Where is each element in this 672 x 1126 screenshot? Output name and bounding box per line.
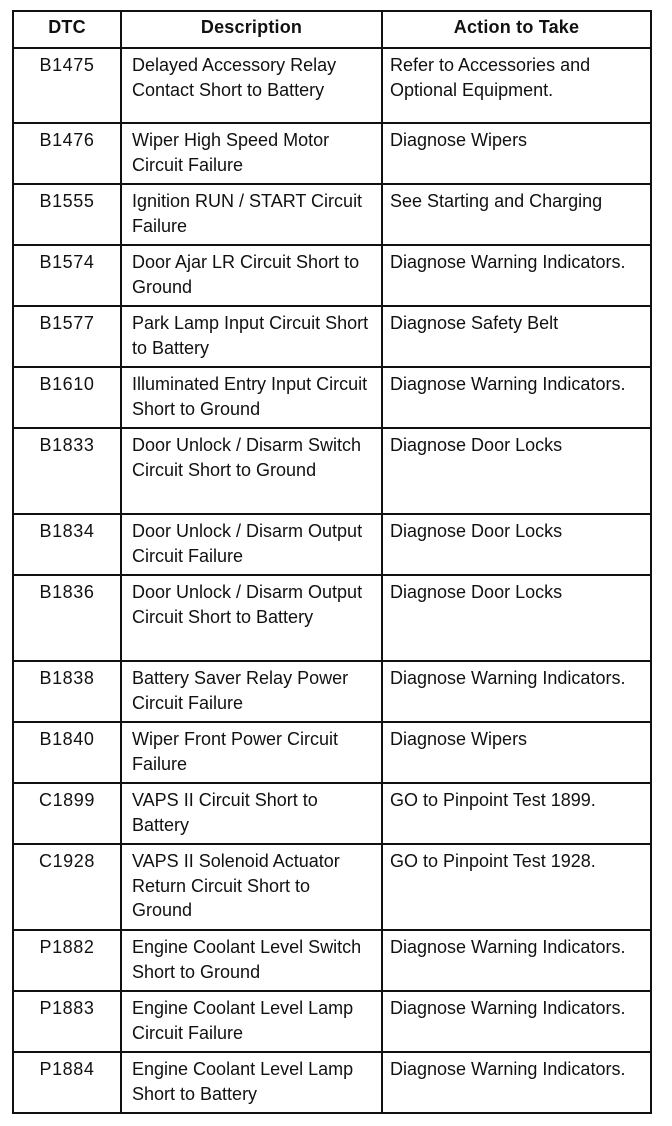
dtc-cell: P1883 — [13, 991, 121, 1052]
table-row — [13, 48, 651, 123]
header-description: Description — [121, 11, 382, 48]
description-cell: Park Lamp Input Circuit Short to Battery — [121, 306, 382, 367]
description-cell: VAPS II Solenoid Actuator Return Circuit Short to Ground — [121, 844, 382, 930]
dtc-cell: B1475 — [13, 48, 121, 123]
dtc-cell: B1555 — [13, 184, 121, 245]
description-cell: Engine Coolant Level Lamp Short to Battery — [121, 1052, 382, 1113]
description-cell: VAPS II Circuit Short to Battery — [121, 783, 382, 844]
action-cell: Diagnose Door Locks — [382, 428, 651, 514]
dtc-cell: B1834 — [13, 514, 121, 575]
dtc-table — [12, 10, 652, 1114]
dtc-cell: C1899 — [13, 783, 121, 844]
description-cell: Door Unlock / Disarm Output Circuit Failure — [121, 514, 382, 575]
description-cell: Delayed Accessory Relay Contact Short to Battery — [121, 48, 382, 123]
dtc-cell: C1928 — [13, 844, 121, 930]
document-page — [12, 10, 650, 1114]
action-cell: GO to Pinpoint Test 1899. — [382, 783, 651, 844]
action-cell: GO to Pinpoint Test 1928. — [382, 844, 651, 930]
action-cell: Diagnose Wipers — [382, 123, 651, 184]
action-cell: See Starting and Charging — [382, 184, 651, 245]
table-row — [13, 991, 651, 1052]
table-row — [13, 367, 651, 428]
table-row — [13, 575, 651, 661]
description-cell: Door Unlock / Disarm Switch Circuit Short to Ground — [121, 428, 382, 514]
dtc-cell: B1610 — [13, 367, 121, 428]
description-cell: Door Unlock / Disarm Output Circuit Short to Battery — [121, 575, 382, 661]
description-cell: Engine Coolant Level Switch Short to Ground — [121, 930, 382, 991]
action-cell: Diagnose Warning Indicators. — [382, 1052, 651, 1113]
dtc-cell: B1840 — [13, 722, 121, 783]
table-row — [13, 930, 651, 991]
dtc-cell: B1833 — [13, 428, 121, 514]
table-row — [13, 306, 651, 367]
action-cell: Diagnose Warning Indicators. — [382, 661, 651, 722]
dtc-cell: B1476 — [13, 123, 121, 184]
description-cell: Engine Coolant Level Lamp Circuit Failure — [121, 991, 382, 1052]
description-cell: Battery Saver Relay Power Circuit Failure — [121, 661, 382, 722]
action-cell: Diagnose Door Locks — [382, 514, 651, 575]
table-row — [13, 428, 651, 514]
table-row — [13, 661, 651, 722]
action-cell: Diagnose Warning Indicators. — [382, 930, 651, 991]
action-cell: Refer to Accessories and Optional Equipment. — [382, 48, 651, 123]
table-row — [13, 844, 651, 930]
description-cell: Wiper High Speed Motor Circuit Failure — [121, 123, 382, 184]
table-row — [13, 184, 651, 245]
table-row — [13, 1052, 651, 1113]
table-row — [13, 123, 651, 184]
table-row — [13, 722, 651, 783]
dtc-cell: B1838 — [13, 661, 121, 722]
description-cell: Ignition RUN / START Circuit Failure — [121, 184, 382, 245]
description-cell: Illuminated Entry Input Circuit Short to Ground — [121, 367, 382, 428]
action-cell: Diagnose Safety Belt — [382, 306, 651, 367]
description-cell: Door Ajar LR Circuit Short to Ground — [121, 245, 382, 306]
action-cell: Diagnose Door Locks — [382, 575, 651, 661]
header-row — [13, 11, 651, 48]
header-dtc: DTC — [13, 11, 121, 48]
action-cell: Diagnose Warning Indicators. — [382, 991, 651, 1052]
action-cell: Diagnose Warning Indicators. — [382, 367, 651, 428]
table-row — [13, 783, 651, 844]
action-cell: Diagnose Warning Indicators. — [382, 245, 651, 306]
header-action: Action to Take — [382, 11, 651, 48]
dtc-cell: B1836 — [13, 575, 121, 661]
description-cell: Wiper Front Power Circuit Failure — [121, 722, 382, 783]
dtc-cell: P1882 — [13, 930, 121, 991]
dtc-cell: B1574 — [13, 245, 121, 306]
table-header — [13, 11, 651, 48]
table-row — [13, 245, 651, 306]
dtc-cell: B1577 — [13, 306, 121, 367]
dtc-cell: P1884 — [13, 1052, 121, 1113]
table-body — [13, 48, 651, 1113]
action-cell: Diagnose Wipers — [382, 722, 651, 783]
table-row — [13, 514, 651, 575]
